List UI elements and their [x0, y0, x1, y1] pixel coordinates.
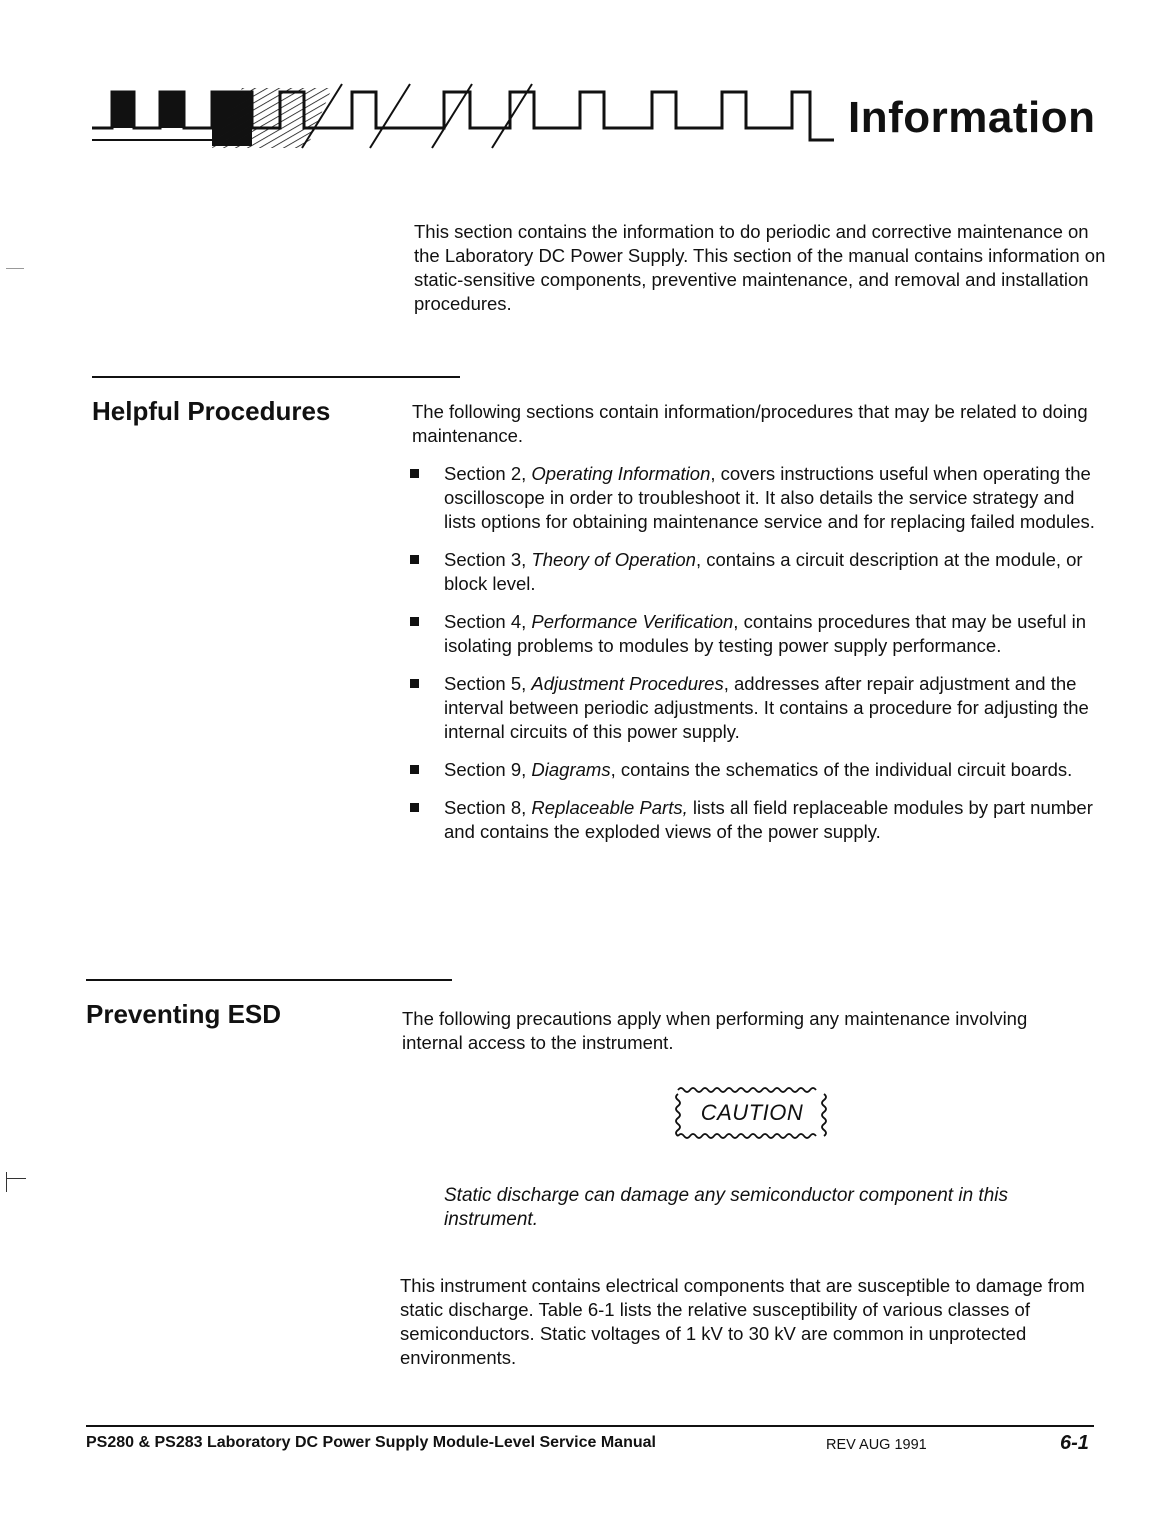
- list-item: Section 4, Performance Verification, contains procedures that may be useful in isolating problems to modules by testing power supply performance.: [410, 610, 1100, 658]
- caution-box: [672, 1084, 832, 1142]
- list-item: Section 8, Replaceable Parts, lists all field replaceable modules by part number and contains the exploded views of the power supply.: [410, 796, 1100, 844]
- bullet-square-icon: [410, 803, 419, 812]
- intro-paragraph: This section contains the information to do periodic and corrective maintenance on the Laboratory DC Power Supply. This section of the manual contains information on static-sensitive components, preventive maintenance, and removal and installation procedures.: [414, 221, 1106, 314]
- bullet-square-icon: [410, 617, 419, 626]
- helpful-lead-paragraph: The following sections contain information/procedures that may be related to doing maintenance.: [412, 401, 1088, 446]
- bullet-square-icon: [410, 679, 419, 688]
- esd-body-paragraph: This instrument contains electrical components that are susceptible to damage from static discharge. Table 6-1 lists the relative susceptibility of various classes of semiconductors. Static voltages of 1 kV to 30 kV are common in unprotected environments.: [400, 1275, 1085, 1368]
- bullet-square-icon: [410, 765, 419, 774]
- section-divider: [86, 979, 452, 981]
- esd-lead-paragraph: The following precautions apply when performing any maintenance involving internal access to the instrument.: [402, 1008, 1028, 1053]
- bullet-square-icon: [410, 555, 419, 564]
- section-reference: Adjustment Procedures: [531, 673, 724, 694]
- section-reference: Theory of Operation: [531, 549, 696, 570]
- section-reference: Performance Verification: [531, 611, 734, 632]
- section-reference: Diagrams: [531, 759, 611, 780]
- list-item: Section 9, Diagrams, contains the schematics of the individual circuit boards.: [410, 758, 1100, 782]
- helpful-procedures-list: [410, 462, 1100, 858]
- caution-message: Static discharge can damage any semiconductor component in this instrument.: [444, 1185, 1008, 1230]
- scan-mark: [6, 1172, 7, 1192]
- bullet-square-icon: [410, 469, 419, 478]
- header-banner-graphic: [92, 78, 834, 158]
- footer-revision: REV AUG 1991: [826, 1437, 927, 1453]
- section-divider: [92, 376, 460, 378]
- caution-label: CAUTION: [700, 1100, 804, 1125]
- list-item: Section 3, Theory of Operation, contains a circuit description at the module, or block level.: [410, 548, 1100, 596]
- footer-page-number: 6-1: [1060, 1432, 1089, 1454]
- list-item: Section 5, Adjustment Procedures, addresses after repair adjustment and the interval between periodic adjustments. It contains a procedure for adjusting the internal circuits of this power supply.: [410, 672, 1100, 744]
- section-reference: Replaceable Parts,: [531, 797, 688, 818]
- section-heading-preventing-esd: Preventing ESD: [86, 999, 282, 1029]
- section-reference: Operating Information: [531, 463, 711, 484]
- footer-divider: [86, 1425, 1094, 1427]
- scan-mark: [6, 1178, 26, 1179]
- section-heading-helpful-procedures: Helpful Procedures: [92, 396, 331, 426]
- page-title: Information: [848, 93, 1096, 142]
- scan-mark: [6, 268, 24, 269]
- list-item: Section 2, Operating Information, covers instructions useful when operating the oscilloscope in order to troubleshoot it. It also details the service strategy and lists options for obtaining maintenance service and for replacing failed modules.: [410, 462, 1100, 534]
- footer-manual-title: PS280 & PS283 Laboratory DC Power Supply Module-Level Service Manual: [86, 1434, 656, 1451]
